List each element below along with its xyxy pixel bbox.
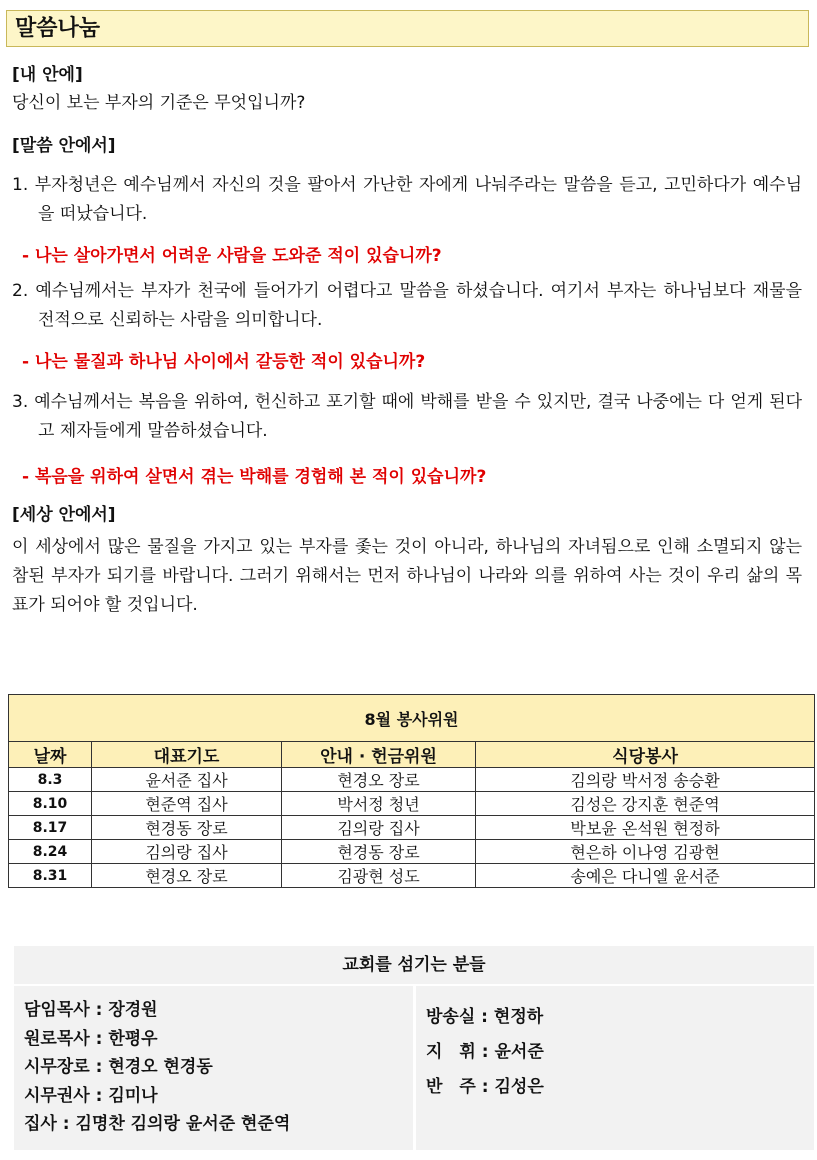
section-label-inner: [내 안에] bbox=[12, 65, 83, 85]
cell-usher: 박서정 청년 bbox=[282, 792, 476, 816]
cell-prayer: 현경동 장로 bbox=[92, 816, 282, 840]
staff-box bbox=[14, 946, 814, 1150]
inner-question: 당신이 보는 부자의 기준은 무엇입니까? bbox=[12, 93, 306, 113]
cell-date: 8.31 bbox=[9, 864, 92, 888]
word-question-3: - 복음을 위하여 살면서 겪는 박해를 경험해 본 적이 있습니까? bbox=[22, 467, 487, 487]
cell-prayer: 김의랑 집사 bbox=[92, 840, 282, 864]
section-label-word: [말씀 안에서] bbox=[12, 136, 116, 156]
staff-entry: 지 휘 : 윤서준 bbox=[426, 1042, 544, 1062]
column-header-kitchen: 식당봉사 bbox=[476, 742, 815, 768]
cell-kitchen: 송예은 다니엘 윤서준 bbox=[476, 864, 815, 888]
table-row bbox=[9, 816, 815, 840]
staff-entry: 시무장로 : 현경오 현경동 bbox=[24, 1057, 213, 1077]
table-row bbox=[9, 792, 815, 816]
serving-table bbox=[8, 694, 815, 888]
cell-prayer: 윤서준 집사 bbox=[92, 768, 282, 792]
table-row bbox=[9, 840, 815, 864]
cell-date: 8.3 bbox=[9, 768, 92, 792]
staff-list-right bbox=[426, 1000, 544, 1105]
cell-date: 8.17 bbox=[9, 816, 92, 840]
word-question-2: - 나는 물질과 하나님 사이에서 갈등한 적이 있습니까? bbox=[22, 352, 426, 372]
word-item-1: 1. 부자청년은 예수님께서 자신의 것을 팔아서 가난한 자에게 나눠주라는 말씀을 듣고, 고민하다가 예수님을 떠났습니다. bbox=[12, 175, 802, 224]
divider bbox=[413, 986, 416, 1150]
staff-entry: 원로목사 : 한평우 bbox=[24, 1028, 158, 1049]
cell-usher: 현경오 장로 bbox=[282, 768, 476, 792]
staff-title: 교회를 섬기는 분들 bbox=[342, 955, 486, 975]
cell-prayer: 현준역 집사 bbox=[92, 792, 282, 816]
staff-entry: 반 주 : 김성은 bbox=[426, 1077, 544, 1097]
cell-prayer: 현경오 장로 bbox=[92, 864, 282, 888]
section-label-world: [세상 안에서] bbox=[12, 505, 116, 525]
word-question-1: - 나는 살아가면서 어려운 사람을 도와준 적이 있습니까? bbox=[22, 246, 442, 266]
world-text: 이 세상에서 많은 물질을 가지고 있는 부자를 좇는 것이 아니라, 하나님의 자녀됨으로 인해 소멸되지 않는 참된 부자가 되기를 바랍니다. 그러기 위해서는 먼저 하나님이 나라와 의를 위하여 사는 것이 우리 삶의 목표가 되어야 할 것입니다. bbox=[12, 537, 802, 615]
cell-usher: 현경동 장로 bbox=[282, 840, 476, 864]
cell-usher: 김의랑 집사 bbox=[282, 816, 476, 840]
cell-kitchen: 현은하 이나영 김광현 bbox=[476, 840, 815, 864]
staff-entry: 방송실 : 현정하 bbox=[426, 1007, 544, 1027]
cell-kitchen: 김성은 강지훈 현준역 bbox=[476, 792, 815, 816]
staff-entry: 집사 : 김명찬 김의랑 윤서준 현준역 bbox=[24, 1114, 291, 1134]
staff-entry: 시무권사 : 김미나 bbox=[24, 1085, 158, 1106]
staff-list-left bbox=[24, 996, 290, 1139]
cell-kitchen: 박보윤 온석원 현정하 bbox=[476, 816, 815, 840]
cell-usher: 김광현 성도 bbox=[282, 864, 476, 888]
cell-date: 8.10 bbox=[9, 792, 92, 816]
staff-entry: 담임목사 : 장경원 bbox=[24, 1000, 158, 1020]
column-header-usher: 안내 · 헌금위원 bbox=[282, 742, 476, 768]
page-title: 말씀나눔 bbox=[6, 10, 809, 47]
column-header-date: 날짜 bbox=[9, 742, 92, 768]
cell-kitchen: 김의랑 박서정 송승환 bbox=[476, 768, 815, 792]
serving-caption: 8월 봉사위원 bbox=[9, 695, 815, 742]
word-item-3: 3. 예수님께서는 복음을 위하여, 헌신하고 포기할 때에 박해를 받을 수 있지만, 결국 나중에는 다 얻게 된다고 제자들에게 말씀하셨습니다. bbox=[12, 392, 802, 441]
word-item-2: 2. 예수님께서는 부자가 천국에 들어가기 어렵다고 말씀을 하셨습니다. 여기서 부자는 하나님보다 재물을 전적으로 신뢰하는 사람을 의미합니다. bbox=[12, 281, 802, 330]
cell-date: 8.24 bbox=[9, 840, 92, 864]
table-row bbox=[9, 864, 815, 888]
table-row bbox=[9, 768, 815, 792]
column-header-prayer: 대표기도 bbox=[92, 742, 282, 768]
